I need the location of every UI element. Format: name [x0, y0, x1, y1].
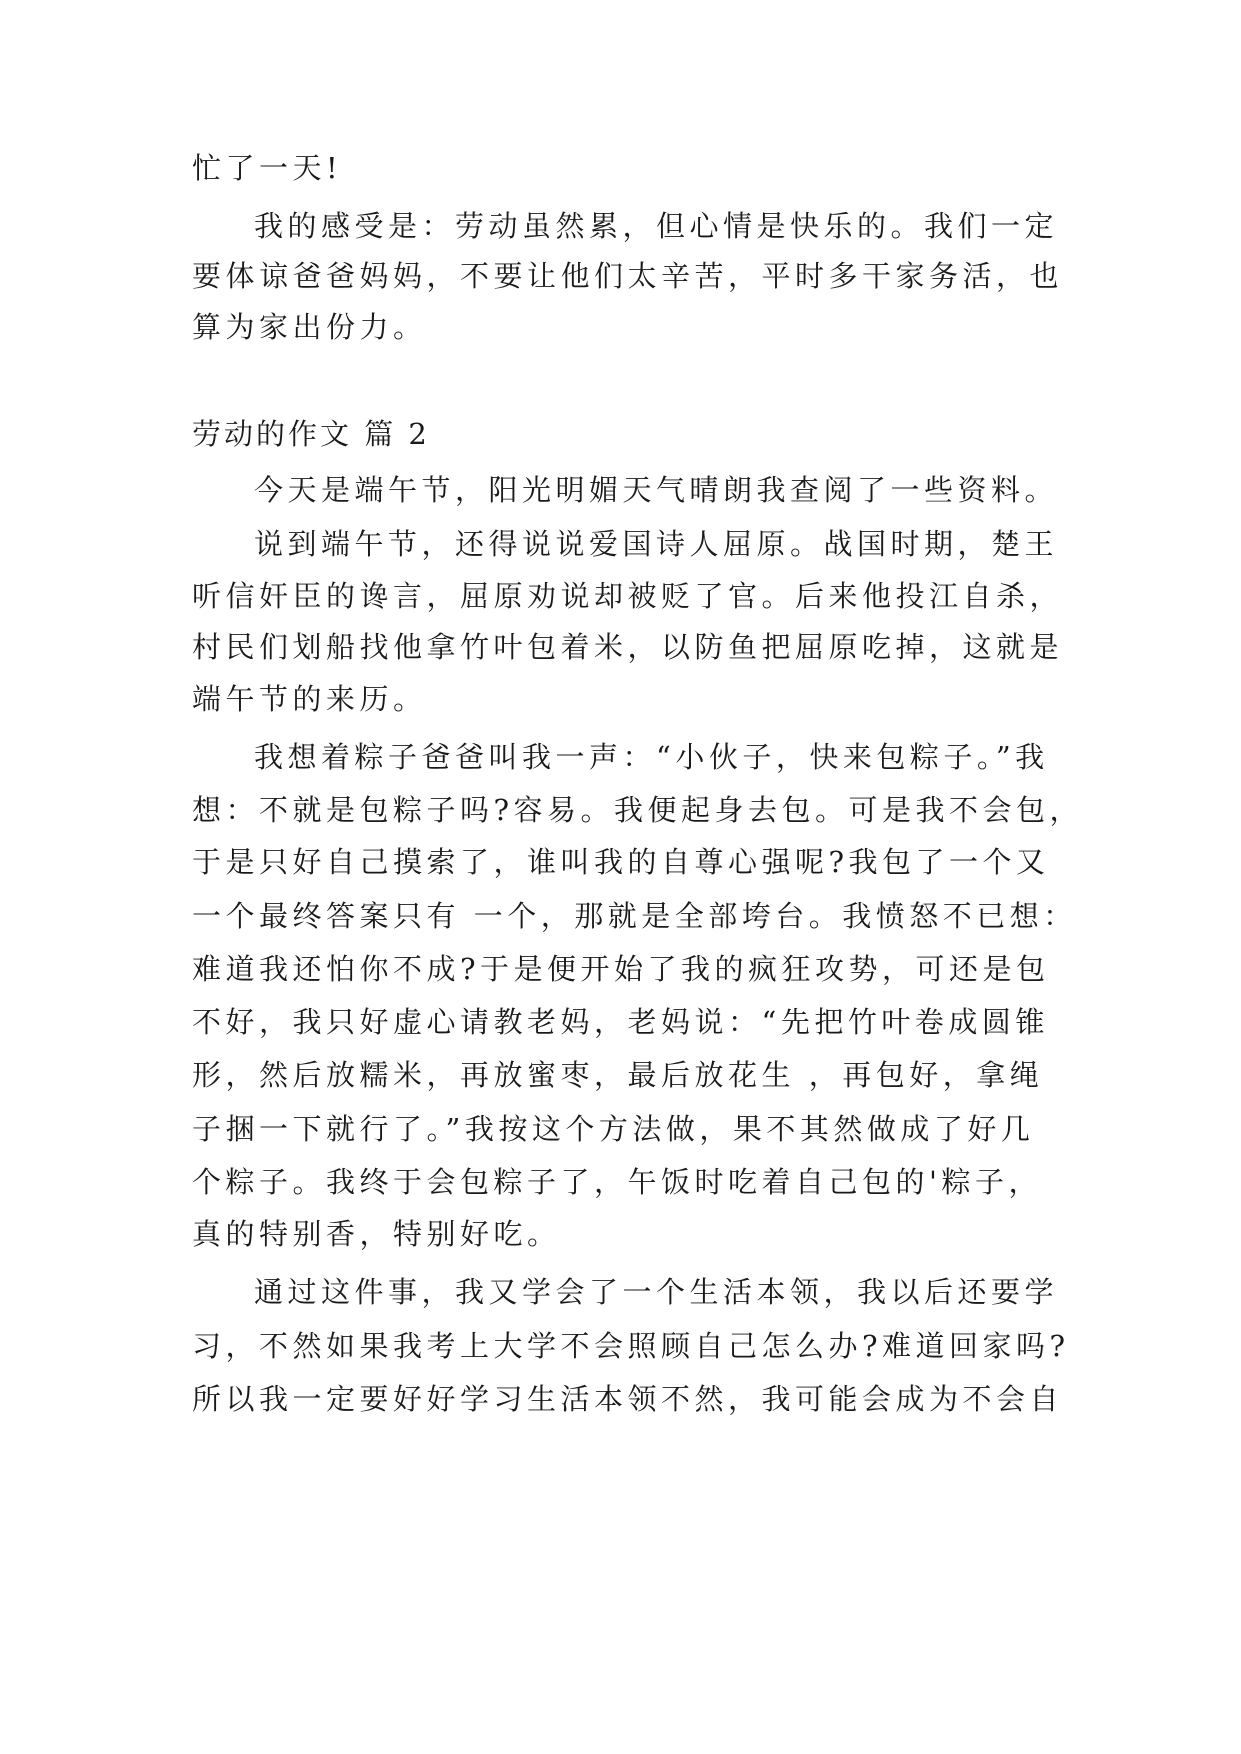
- section-heading: 劳动的作文 篇 2: [192, 417, 430, 451]
- text-line: 真的特别香，特别好吃。: [192, 1217, 561, 1251]
- text-line: 于是只好自己摸索了，谁叫我的自尊心强呢?我包了一个又: [192, 845, 1050, 879]
- text-line: 难道我还怕你不成?于是便开始了我的疯狂攻势，可还是包: [192, 952, 1050, 986]
- text-line: 子捆一下就行了。”我按这个方法做，果不其然做成了好几: [192, 1112, 1035, 1146]
- text-line: 忙了一天!: [192, 151, 343, 185]
- text-line: 听信奸臣的谗言，屈原劝说却被贬了官。后来他投江自杀，: [192, 579, 1064, 613]
- text-line: 说到端午节，还得说说爱国诗人屈原。战国时期，楚王: [254, 527, 1059, 561]
- text-line: 村民们划船找他拿竹叶包着米，以防鱼把屈原吃掉，这就是: [192, 630, 1064, 664]
- text-line: 我的感受是：劳动虽然累，但心情是快乐的。我们一定: [254, 209, 1059, 243]
- text-line: 今天是端午节，阳光明媚天气晴朗我查阅了一些资料。: [254, 473, 1059, 507]
- text-line: 要体谅爸爸妈妈，不要让他们太辛苦，平时多干家务活，也: [192, 259, 1064, 293]
- text-line: 形，然后放糯米，再放蜜枣，最后放花生 ，再包好，拿绳: [192, 1058, 1044, 1092]
- text-line: 不好，我只好虚心请教老妈，老妈说：“先把竹叶卷成圆锥: [192, 1005, 1049, 1039]
- text-line: 所以我一定要好好学习生活本领不然，我可能会成为不会自: [192, 1382, 1064, 1416]
- text-line: 我想着粽子爸爸叫我一声：“小伙子，快来包粽子。”我: [254, 740, 1049, 774]
- text-line: 想：不就是包粽子吗?容易。我便起身去包。可是我不会包，: [192, 793, 1084, 827]
- text-line: 个粽子。我终于会包粽子了，午饭时吃着自己包的'粽子，: [192, 1165, 1042, 1199]
- text-line: 端午节的来历。: [192, 682, 427, 716]
- text-line: 通过这件事，我又学会了一个生活本领，我以后还要学: [254, 1275, 1059, 1309]
- text-line: 一个最终答案只有 一个，那就是全部垮台。我愤怒不已想：: [192, 899, 1077, 933]
- text-line: 算为家出份力。: [192, 310, 427, 344]
- text-line: 习，不然如果我考上大学不会照顾自己怎么办?难道回家吗?: [192, 1329, 1070, 1363]
